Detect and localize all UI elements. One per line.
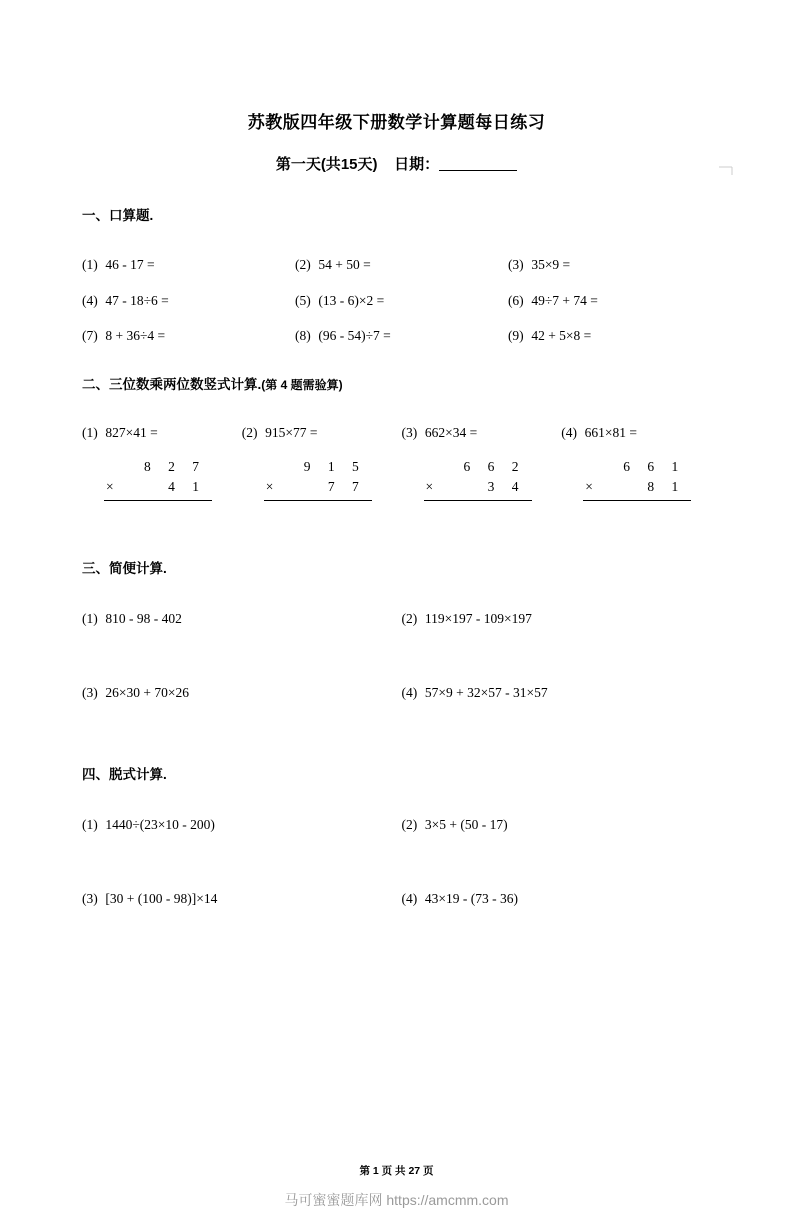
question-number: (8) xyxy=(294,328,311,343)
question-text: 49÷7 + 74 = xyxy=(531,292,598,308)
stepwise-questions xyxy=(72,817,721,907)
day-suffix: 天) xyxy=(357,156,378,173)
question-number: (5) xyxy=(294,292,311,308)
page-title: 苏教版四年级下册数学计算题每日练习 xyxy=(247,113,546,132)
question-number: (3) xyxy=(401,424,418,440)
question-item xyxy=(82,685,402,701)
section-heading-stepwise: 四、脱式计算. xyxy=(82,767,167,782)
question-number: (3) xyxy=(82,891,98,906)
question-number: (3) xyxy=(507,257,524,272)
question-item xyxy=(295,329,508,343)
question-text: 35×9 = xyxy=(531,257,571,272)
answer-space[interactable] xyxy=(72,833,721,891)
multiplier: 8 1 xyxy=(647,478,686,494)
oral-questions xyxy=(72,258,721,343)
question-item xyxy=(82,425,242,457)
day-count: 15 xyxy=(340,156,358,173)
oral-row xyxy=(82,258,721,272)
question-number: (2) xyxy=(294,257,311,272)
question-number: (4) xyxy=(401,891,418,906)
vertical-sum[interactable] xyxy=(264,457,372,502)
question-item xyxy=(402,891,722,907)
simple-row xyxy=(82,611,721,627)
question-item xyxy=(561,425,721,457)
question-text: 57×9 + 32×57 - 31×57 xyxy=(424,685,548,700)
question-number: (1) xyxy=(82,611,98,626)
question-text: 915×77 = xyxy=(265,424,318,440)
multiplicand: 6 6 1 xyxy=(623,458,686,474)
vertical-worksheet-row xyxy=(82,457,721,502)
question-item xyxy=(82,258,295,272)
question-text: 119×197 - 109×197 xyxy=(424,611,532,626)
question-item xyxy=(402,817,722,833)
question-item xyxy=(242,425,402,457)
question-text: 26×30 + 70×26 xyxy=(105,685,189,700)
question-item xyxy=(295,258,508,272)
day-prefix: 第一天(共 xyxy=(275,156,341,173)
question-item xyxy=(402,611,722,627)
question-number: (2) xyxy=(401,817,418,832)
multiplicand: 8 2 7 xyxy=(144,458,206,474)
section-heading-oral: 一、口算题. xyxy=(82,208,154,223)
vertical-sum[interactable] xyxy=(104,457,212,502)
multiply-sign: × xyxy=(265,478,274,494)
question-number: (4) xyxy=(401,685,418,700)
question-text: (96 - 54)÷7 = xyxy=(318,328,391,343)
multiply-sign: × xyxy=(585,478,593,494)
question-number: (6) xyxy=(507,292,524,308)
vertical-sum[interactable] xyxy=(583,457,691,502)
question-item xyxy=(82,891,402,907)
multiplicand: 6 6 2 xyxy=(463,458,526,474)
vertical-sum[interactable] xyxy=(424,457,532,502)
oral-row xyxy=(82,294,721,308)
page-subtitle xyxy=(72,153,721,174)
question-item xyxy=(508,294,721,308)
question-number: (9) xyxy=(507,328,524,343)
question-text: 47 - 18÷6 = xyxy=(105,292,169,308)
question-text: 54 + 50 = xyxy=(318,257,371,272)
multiply-sign: × xyxy=(106,478,114,494)
question-text: 42 + 5×8 = xyxy=(531,328,592,343)
question-item xyxy=(82,294,295,308)
question-text: 1440÷(23×10 - 200) xyxy=(105,817,215,832)
vertical-sum-cell xyxy=(82,457,242,502)
question-number: (4) xyxy=(561,424,577,440)
question-text: (13 - 6)×2 = xyxy=(318,292,385,308)
multiply-sign: × xyxy=(425,478,434,494)
simple-row xyxy=(82,685,721,701)
page-corner-mark xyxy=(719,166,733,176)
answer-space[interactable] xyxy=(72,627,721,685)
question-item xyxy=(508,258,721,272)
vertical-sum-cell xyxy=(402,457,562,502)
question-item xyxy=(402,425,562,457)
page-footer: 第 1 页 共 27 页 xyxy=(359,1165,434,1177)
simple-questions xyxy=(72,611,721,701)
worksheet-page xyxy=(0,108,793,1230)
question-number: (1) xyxy=(82,424,98,440)
vertical-sum-cell xyxy=(242,457,402,502)
question-text: 662×34 = xyxy=(424,424,478,440)
question-number: (3) xyxy=(82,685,98,700)
question-number: (4) xyxy=(82,292,98,308)
vertical-expression-row xyxy=(82,425,721,457)
question-text: 43×19 - (73 - 36) xyxy=(424,891,518,906)
vertical-sum-cell xyxy=(561,457,721,502)
question-text: 661×81 = xyxy=(584,424,637,440)
vertical-questions xyxy=(72,425,721,502)
question-number: (1) xyxy=(82,257,98,272)
question-item xyxy=(508,329,721,343)
question-number: (7) xyxy=(82,328,98,343)
stepwise-row xyxy=(82,817,721,833)
question-number: (2) xyxy=(401,611,418,626)
question-item xyxy=(82,817,402,833)
multiplicand: 9 1 5 xyxy=(303,458,366,474)
watermark: 马可蜜蜜题库网 https://amcmm.com xyxy=(284,1192,509,1208)
multiplier: 3 4 xyxy=(487,478,526,494)
stepwise-row xyxy=(82,891,721,907)
question-number: (1) xyxy=(82,817,98,832)
section-heading-vertical xyxy=(82,373,721,393)
date-blank-field[interactable] xyxy=(439,170,517,171)
question-text: 827×41 = xyxy=(105,424,158,440)
question-text: [30 + (100 - 98)]×14 xyxy=(105,891,218,906)
question-text: 46 - 17 = xyxy=(105,257,155,272)
multiplier: 4 1 xyxy=(168,478,206,494)
multiplier: 7 7 xyxy=(327,478,366,494)
question-item xyxy=(82,329,295,343)
section-heading-simple: 三、简便计算. xyxy=(82,561,167,576)
question-text: 810 - 98 - 402 xyxy=(105,611,182,626)
question-text: 3×5 + (50 - 17) xyxy=(424,817,508,832)
question-item xyxy=(295,294,508,308)
question-number: (2) xyxy=(241,424,258,440)
oral-row xyxy=(82,329,721,343)
date-label: 日期： xyxy=(394,156,440,173)
question-text: 8 + 36÷4 = xyxy=(105,328,166,343)
section-heading-vertical-main: 二、三位数乘两位数竖式计算. xyxy=(82,376,262,392)
question-item xyxy=(82,611,402,627)
section-heading-vertical-note: (第 4 题需验算) xyxy=(261,377,343,392)
question-item xyxy=(402,685,722,701)
